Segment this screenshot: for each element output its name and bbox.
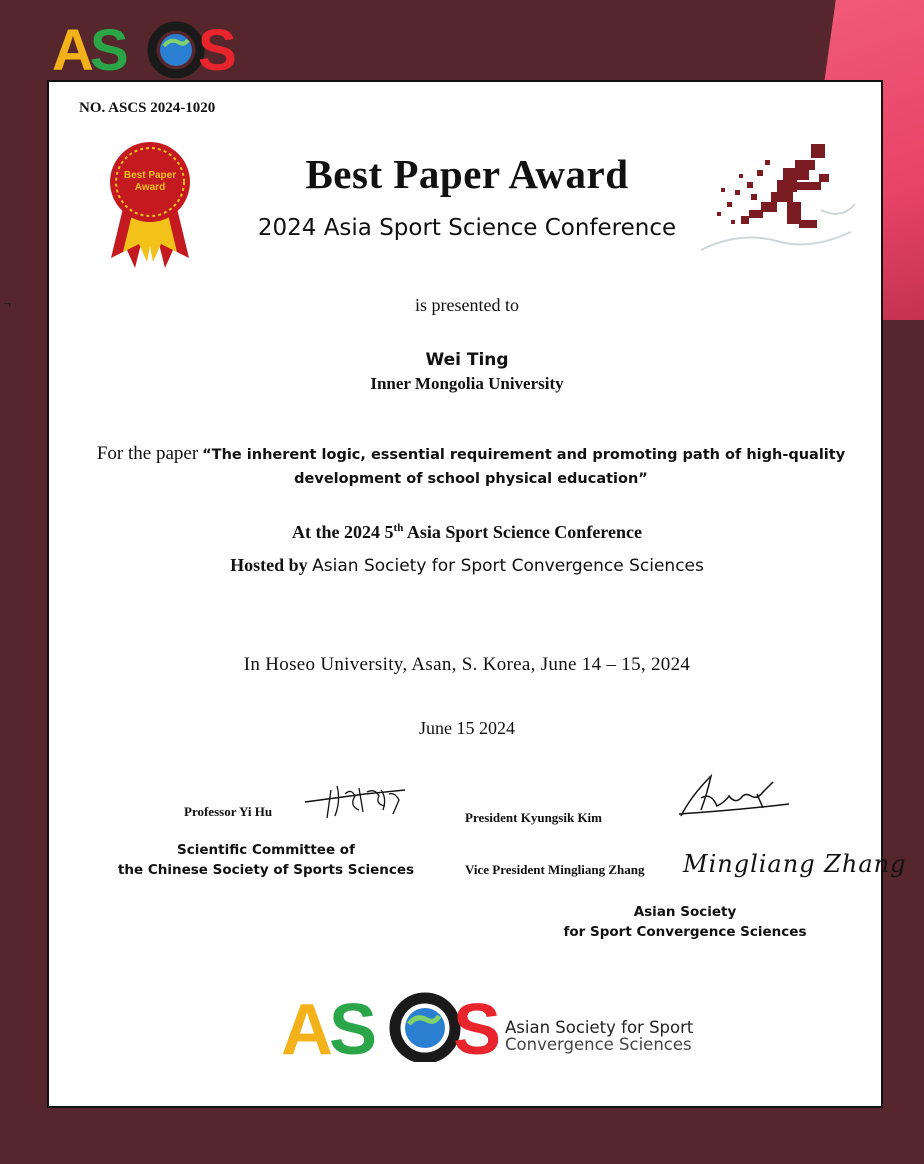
svg-text:S: S xyxy=(453,992,502,1062)
venue-line: In Hoseo University, Asan, S. Korea, June 14 – 15, 2024 xyxy=(243,654,691,675)
svg-text:A: A xyxy=(281,992,333,1062)
svg-text:S: S xyxy=(329,992,378,1062)
conference-prefix: At the 2024 5 xyxy=(292,522,394,542)
signatory-vice-president: Vice President Mingliang Zhang xyxy=(465,862,645,877)
seal-text-line1: Best Paper xyxy=(123,170,177,181)
svg-text:S: S xyxy=(198,18,237,78)
conference-line xyxy=(49,522,885,543)
side-mark: ᄀ xyxy=(2,302,13,315)
logo-text xyxy=(505,1019,693,1053)
left-org-line1: Scientific Committee of xyxy=(177,842,355,858)
signatory-yi-hu: Professor Yi Hu xyxy=(184,804,273,819)
signature-mingliang-zhang: Mingliang Zhang xyxy=(683,850,907,878)
left-org-line2: the Chinese Society of Sports Sciences xyxy=(117,862,415,878)
signature-yi-hu-icon xyxy=(301,780,413,822)
ascs-logo-top xyxy=(52,18,262,78)
svg-text:S: S xyxy=(90,18,129,78)
hosted-society: Asian Society for Sport Convergence Sciences xyxy=(312,556,704,576)
conference-superscript: th xyxy=(393,522,404,534)
paper-title: “The inherent logic, essential requirement and promoting path of high-quality development of school physical education” xyxy=(202,447,846,487)
svg-text:A: A xyxy=(52,18,94,78)
hosted-prefix: Hosted by xyxy=(230,555,308,575)
presented-to-text: is presented to xyxy=(415,295,519,315)
certificate-sheet xyxy=(47,80,907,1108)
left-organization xyxy=(111,840,421,880)
right-org-line2: for Sport Convergence Sciences xyxy=(563,924,807,940)
right-org-line1: Asian Society xyxy=(633,904,737,920)
signature-kyungsik-kim-icon xyxy=(675,770,793,820)
award-subtitle: 2024 Asia Sport Science Conference xyxy=(257,215,677,241)
recipient-university: Inner Mongolia University xyxy=(370,374,564,393)
conference-suffix: Asia Sport Science Conference xyxy=(403,522,642,542)
signatory-president: President Kyungsik Kim xyxy=(465,810,603,825)
paper-block xyxy=(87,442,855,491)
hosted-line xyxy=(49,555,885,576)
right-organization xyxy=(535,902,835,942)
paper-prefix: For the paper xyxy=(96,443,199,464)
certificate-number: NO. ASCS 2024-1020 xyxy=(79,100,216,116)
logo-text-line1: Asian Society for Sport xyxy=(505,1018,694,1037)
recipient-name: Wei Ting xyxy=(425,350,509,370)
logo-text-line2: Convergence Sciences xyxy=(505,1035,692,1054)
seal-text-line2: Award xyxy=(134,182,166,193)
award-title: Best Paper Award xyxy=(305,151,629,197)
award-date: June 15 2024 xyxy=(419,718,515,738)
